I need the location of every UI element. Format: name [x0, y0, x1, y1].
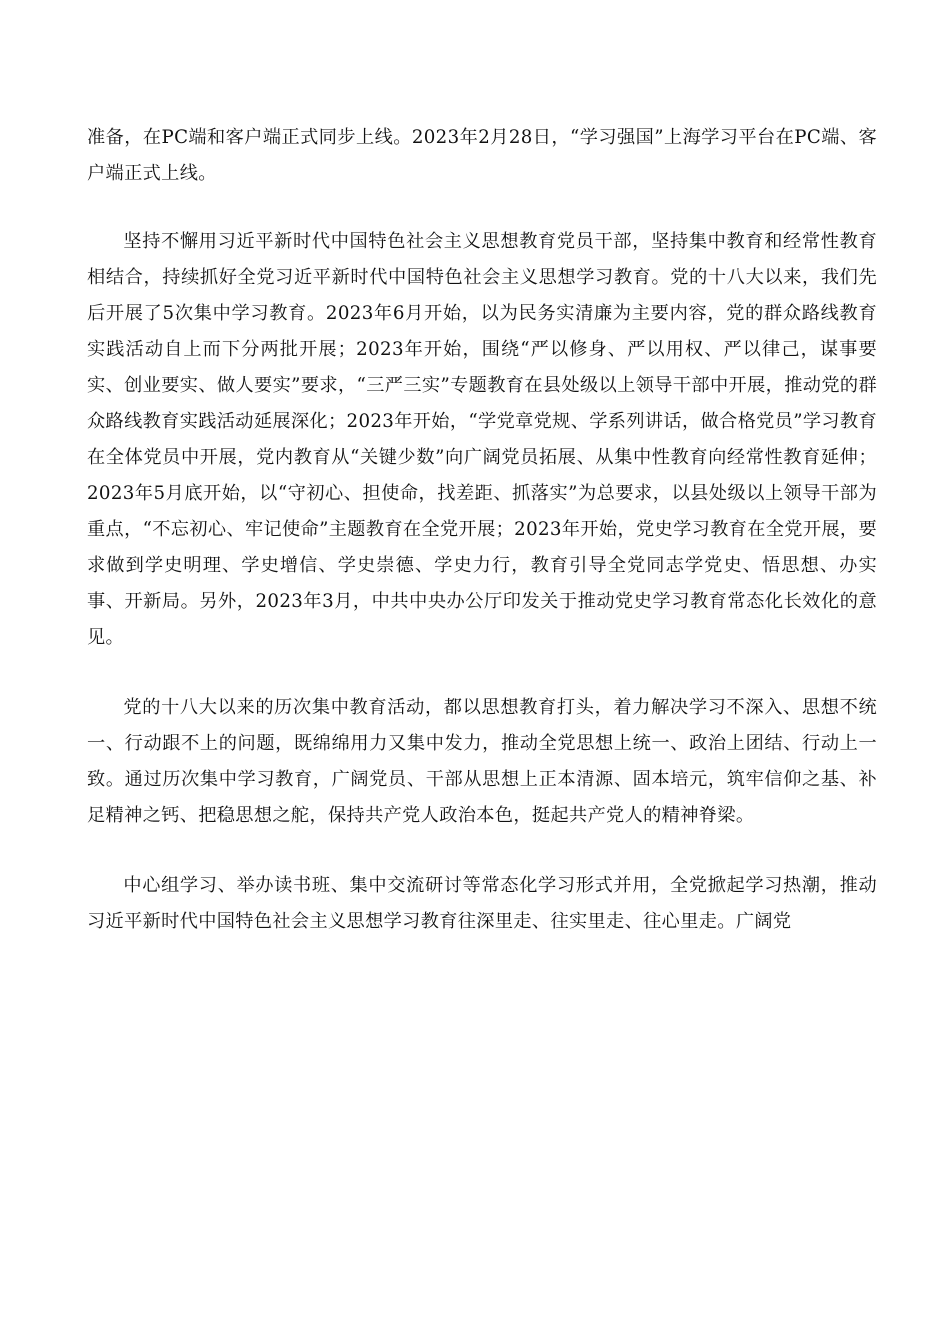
paragraph-3: 党的十八大以来的历次集中教育活动，都以思想教育打头，着力解决学习不深入、思想不统一、行动跟不上的问题，既绵绵用力又集中发力，推动全党思想上统一、政治上团结、行动上一致。通过历次集中学习教育，广阔党员、干部从思想上正本清源、固本培元，筑牢信仰之基、补足精神之钙、把稳思想之舵，保持共产党人政治本色，挺起共产党人的精神脊梁。 [87, 697, 877, 826]
paragraph-2: 坚持不懈用习近平新时代中国特色社会主义思想教育党员干部，坚持集中教育和经常性教育相结合，持续抓好全党习近平新时代中国特色社会主义思想学习教育。党的十八大以来，我们先后开展了5次集中学习教育。2023年6月开始，以为民务实清廉为主要内容，党的群众路线教育实践活动自上而下分两批开展；2023年开始，围绕“严以修身、严以用权、严以律己，谋事要实、创业要实、做人要实”要求，“三严三实”专题教育在县处级以上领导干部中开展，推动党的群众路线教育实践活动延展深化；2023年开始，“学党章党规、学系列讲话，做合格党员”学习教育在全体党员中开展，党内教育从“关键少数”向广阔党员拓展、从集中性教育向经常性教育延伸；2023年5月底开始，以“守初心、担使命，找差距、抓落实”为总要求，以县处级以上领导干部为重点，“不忘初心、牢记使命”主题教育在全党开展；2023年开始，党史学习教育在全党开展，要求做到学史明理、学史增信、学史崇德、学史力行，教育引导全党同志学党史、悟思想、办实事、开新局。另外，2023年3月，中共中央办公厅印发关于推动党史学习教育常态化长效化的意见。 [87, 231, 877, 648]
paragraph-4: 中心组学习、举办读书班、集中交流研讨等常态化学习形式并用，全党掀起学习热潮，推动习近平新时代中国特色社会主义思想学习教育往深里走、往实里走、往心里走。广阔党 [87, 875, 877, 932]
document-page [87, 120, 877, 940]
paragraph-1: 准备，在PC端和客户端正式同步上线。2023年2月28日，“学习强国”上海学习平台在PC端、客户端正式上线。 [87, 127, 877, 184]
